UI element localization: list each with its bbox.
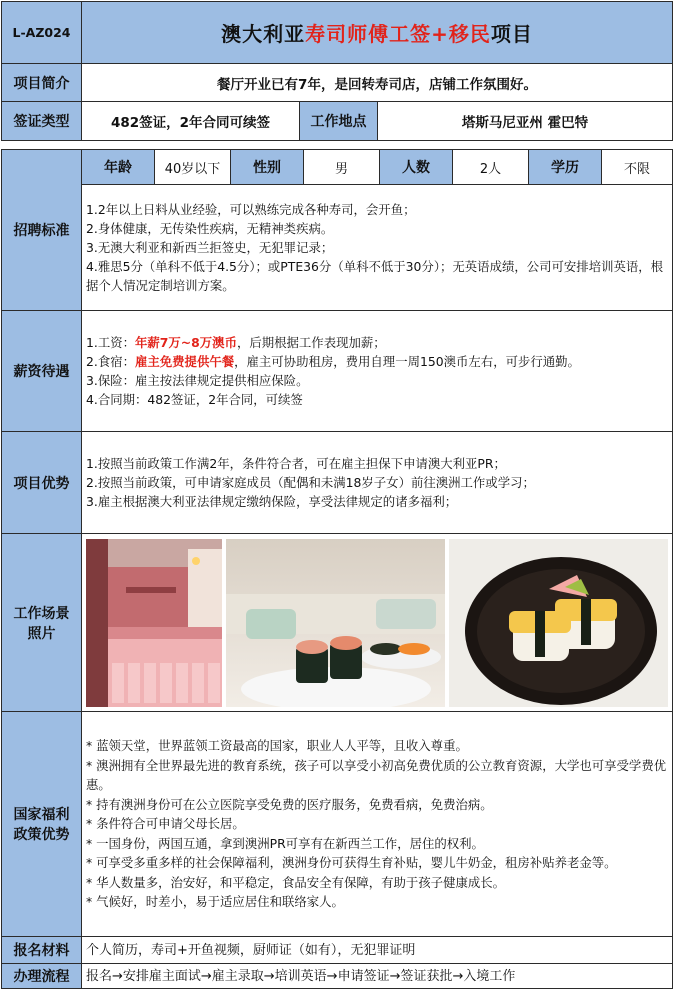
intro-label: 项目简介 bbox=[2, 64, 82, 102]
details-table bbox=[1, 149, 673, 989]
salary-line: 1.工资：年薪7万~8万澳币，后期根据工作表现加薪； bbox=[86, 335, 386, 350]
insurance-line: 3.保险：雇主按法律规定提供相应保险。 bbox=[86, 373, 309, 388]
photos-label: 工作场景 照片 bbox=[2, 534, 82, 712]
age-value: 40岁以下 bbox=[155, 150, 231, 185]
salary-details bbox=[82, 311, 673, 432]
welfare-label: 国家福利 政策优势 bbox=[2, 712, 82, 937]
advantages-list bbox=[82, 432, 673, 534]
requirement-line: 1.2年以上日料从业经验，可以熟练完成各种寿司，会开鱼； bbox=[86, 202, 416, 217]
gender-value: 男 bbox=[304, 150, 380, 185]
materials-value: 个人简历，寿司+开鱼视频，厨师证（如有），无犯罪证明 bbox=[82, 937, 673, 964]
restaurant-interior-photo bbox=[86, 539, 222, 707]
accommodation-line: 2.食宿：雇主免费提供午餐，雇主可协助租房，费用自理一周150澳币左右，可步行通勤。 bbox=[86, 354, 580, 369]
requirement-line: 2.身体健康，无传染性疾病，无精神类疾病。 bbox=[86, 221, 334, 236]
advantage-line: 3.雇主根据澳大利亚法律规定缴纳保险，享受法律规定的诸多福利； bbox=[86, 494, 458, 509]
process-value: 报名→安排雇主面试→雇主录取→培训英语→申请签证→签证获批→入境工作 bbox=[82, 964, 673, 989]
salary-label: 薪资待遇 bbox=[2, 311, 82, 432]
materials-label: 报名材料 bbox=[2, 937, 82, 964]
project-code: L-AZ024 bbox=[2, 2, 82, 64]
conveyor-sushi-photo bbox=[226, 539, 446, 707]
count-value: 2人 bbox=[453, 150, 529, 185]
tamago-sushi-photo bbox=[449, 539, 668, 707]
recruit-requirements bbox=[82, 185, 673, 311]
recruit-label: 招聘标准 bbox=[2, 150, 82, 311]
count-label: 人数 bbox=[380, 150, 453, 185]
process-label: 办理流程 bbox=[2, 964, 82, 989]
welfare-line: * 持有澳洲身份可在公立医院享受免费的医疗服务，免费看病，免费治病。 bbox=[86, 796, 493, 812]
header-table bbox=[1, 1, 673, 141]
location-value: 塔斯马尼亚州 霍巴特 bbox=[378, 102, 673, 141]
photos-cell bbox=[82, 534, 673, 712]
welfare-line: * 蓝领天堂，世界蓝领工资最高的国家，职业人人平等，且收入尊重。 bbox=[86, 738, 468, 754]
welfare-line: * 条件符合可申请父母长居。 bbox=[86, 816, 245, 832]
age-label: 年龄 bbox=[82, 150, 155, 185]
education-label: 学历 bbox=[529, 150, 602, 185]
requirement-line: 3.无澳大利亚和新西兰拒签史，无犯罪记录； bbox=[86, 240, 334, 255]
welfare-line: * 华人数量多，治安好，和平稳定，食品安全有保障，有助于孩子健康成长。 bbox=[86, 874, 506, 890]
education-value: 不限 bbox=[602, 150, 673, 185]
visa-label: 签证类型 bbox=[2, 102, 82, 141]
welfare-list bbox=[82, 712, 673, 937]
welfare-line: * 一国身份，两国互通，拿到澳洲PR可享有在新西兰工作，居住的权利。 bbox=[86, 835, 484, 851]
contract-line: 4.合同期：482签证，2年合同，可续签 bbox=[86, 392, 303, 407]
gender-label: 性别 bbox=[231, 150, 304, 185]
advantages-label: 项目优势 bbox=[2, 432, 82, 534]
welfare-line: * 澳洲拥有全世界最先进的教育系统，孩子可以享受小初高免费优质的公立教育资源，大学也可享受学费优惠。 bbox=[86, 757, 667, 793]
intro-value: 餐厅开业已有7年，是回转寿司店，店铺工作氛围好。 bbox=[82, 64, 673, 102]
advantage-line: 1.按照当前政策工作满2年，条件符合者，可在雇主担保下申请澳大利亚PR； bbox=[86, 456, 506, 471]
page-title: 澳大利亚寿司师傅工签+移民项目 bbox=[82, 2, 673, 64]
requirement-line: 4.雅思5分（单科不低于4.5分）；或PTE36分（单科不低于30分）；无英语成绩，公司可安排培训英语，根据个人情况定制培训方案。 bbox=[86, 259, 664, 293]
welfare-line: * 气候好，时差小，易于适应居住和联络家人。 bbox=[86, 894, 344, 910]
welfare-line: * 可享受多重多样的社会保障福利，澳洲身份可获得生育补贴，婴儿牛奶金，租房补贴养老金等。 bbox=[86, 855, 617, 871]
advantage-line: 2.按照当前政策，可申请家庭成员（配偶和未满18岁子女）前往澳洲工作或学习； bbox=[86, 475, 535, 490]
location-label: 工作地点 bbox=[300, 102, 378, 141]
visa-value: 482签证，2年合同可续签 bbox=[82, 102, 300, 141]
